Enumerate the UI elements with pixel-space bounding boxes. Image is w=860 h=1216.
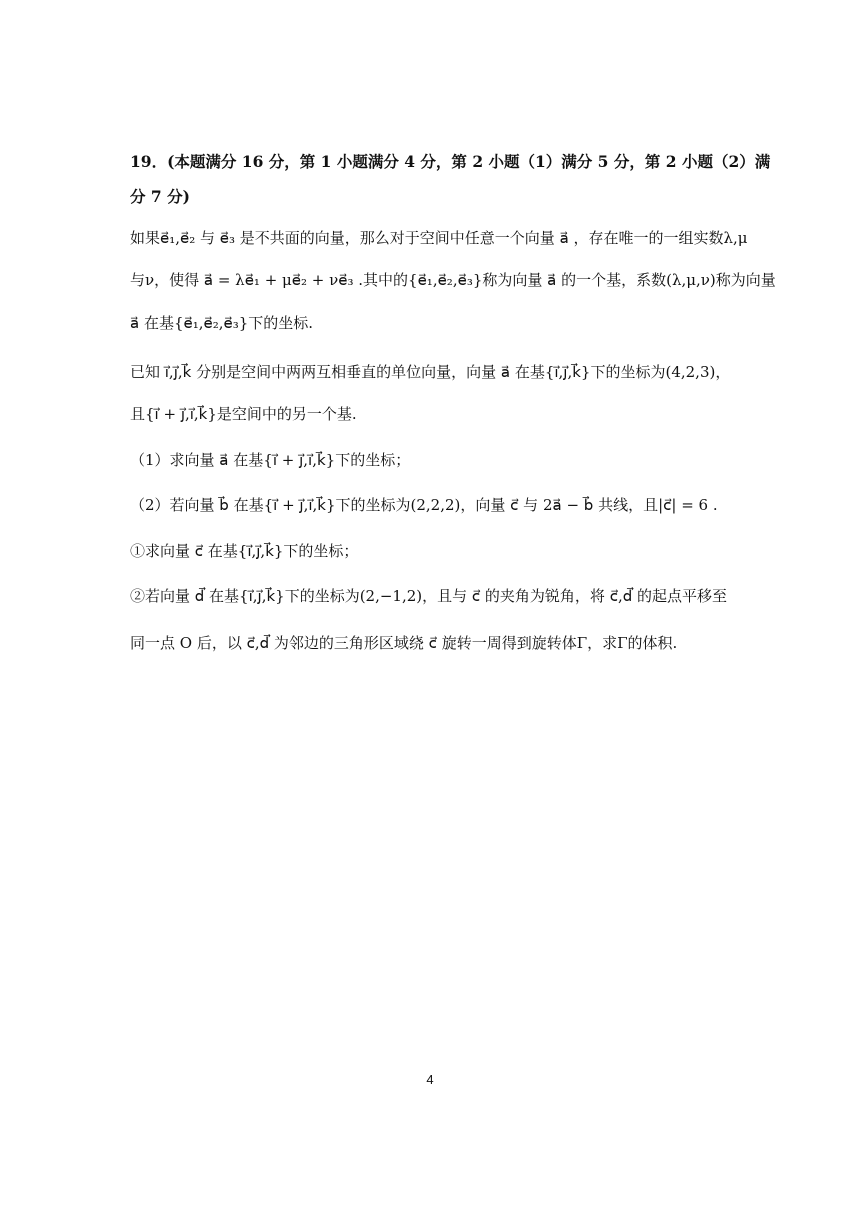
definition-text: 如果e⃗₁,e⃗₂ 与 e⃗₃ 是不共面的向量，那么对于空间中任意一个向量 a⃗ ，存在唯一的一组实数λ,μ: [130, 229, 748, 247]
definition-text: 与ν，使得 a⃗ = λe⃗₁ + μe⃗₂ + νe⃗₃ .其中的{e⃗₁,e⃗₂,e⃗₃}称为向量 a⃗ 的一个基，系数(λ,μ,ν)称为向量: [130, 271, 776, 289]
page-number: 4: [426, 1072, 434, 1087]
question-part-2: （2）若向量 b⃗ 在基{i⃗ + j⃗,i⃗,k⃗}下的坐标为(2,2,2)，向量 c⃗ 与 2a⃗ − b⃗ 共线，且|c⃗| = 6 .: [130, 496, 718, 514]
given-text: 且{i⃗ + j⃗,i⃗,k⃗}是空间中的另一个基.: [130, 405, 357, 423]
question-sub-2: ②若向量 d⃗ 在基{i⃗,j⃗,k⃗}下的坐标为(2,−1,2)，且与 c⃗ 的夹角为锐角，将 c⃗,d⃗ 的起点平移至: [130, 587, 727, 605]
question-sub-1: ①求向量 c⃗ 在基{i⃗,j⃗,k⃗}下的坐标；: [130, 542, 359, 560]
question-part-1: （1）求向量 a⃗ 在基{i⃗ + j⃗,i⃗,k⃗}下的坐标；: [130, 451, 411, 469]
given-text: 已知 i⃗,j⃗,k⃗ 分别是空间中两两互相垂直的单位向量，向量 a⃗ 在基{i⃗,j⃗,k⃗}下的坐标为(4,2,3)，: [130, 363, 731, 381]
problem-heading-continued: 分 7 分): [130, 187, 190, 206]
question-sub-2-continued: 同一点 O 后，以 c⃗,d⃗ 为邻边的三角形区域绕 c⃗ 旋转一周得到旋转体Γ，求Γ的体积.: [130, 634, 678, 652]
definition-text: a⃗ 在基{e⃗₁,e⃗₂,e⃗₃}下的坐标.: [130, 314, 314, 332]
problem-heading: 19．(本题满分 16 分，第 1 小题满分 4 分，第 2 小题（1）满分 5 分，第 2 小题（2）满: [130, 152, 771, 171]
